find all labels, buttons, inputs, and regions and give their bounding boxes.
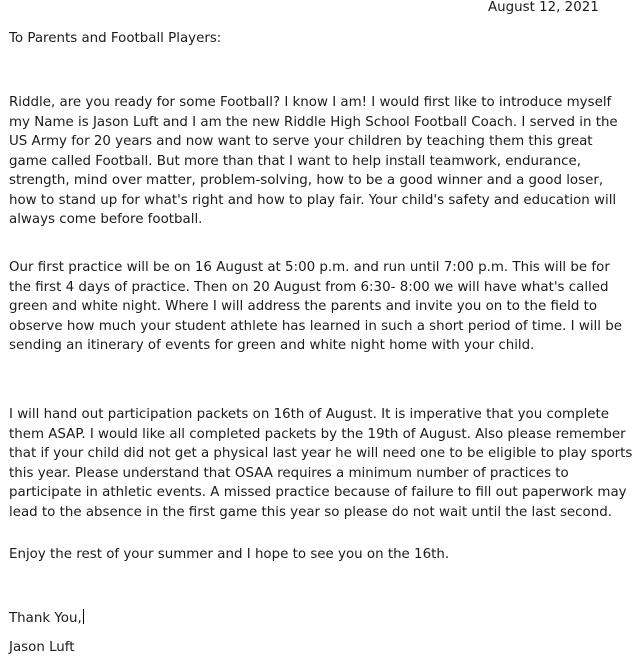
paragraph-participation-packets: I will hand out participation packets on 16th of August. It is imperative that you complete them ASAP. I would like all completed packets by the 19th of August. Also please remember that if your child did not get a physical last year he will need one to be eligible to play sports this year. Please understand that OSAA requires a minimum number of practices to participate in athletic events. A missed practice because of failure to fill out paperwork may lead to the absence in the first game this year so please do not wait until the last second.	[9, 407, 633, 520]
letter-date: August 12, 2021	[488, 0, 599, 15]
paragraph-introduction: Riddle, are you ready for some Football? I know I am! I would first like to introduce myself my Name is Jason Luft and I am the new Riddle High School Football Coach. I served in the US Army for 20 years and now want to serve your children by teaching them this great game called Football. But more than that I want to help install teamwork, endurance, strength, mind over matter, problem-solving, how to be a good winner and a good loser, how to stand up for what's right and how to play fair. Your child's safety and education will always come before football.	[9, 95, 618, 227]
letter-closing-line	[9, 609, 84, 628]
paragraph-practice-schedule: Our first practice will be on 16 August at 5:00 p.m. and run until 7:00 p.m. This will be for the first 4 days of practice. Then on 20 August from 6:30- 8:00 we will have what's called green and white night. Where I will address the parents and invite you on to the field to observe how much your student athlete has learned in such a short period of time. I will be sending an itinerary of events for green and white night home with your child.	[9, 260, 622, 353]
letter-salutation: To Parents and Football Players:	[9, 31, 222, 46]
letter-closing: Thank You,	[9, 611, 82, 626]
text-cursor	[83, 609, 84, 624]
letter-signature: Jason Luft	[9, 640, 75, 655]
paragraph-farewell: Enjoy the rest of your summer and I hope to see you on the 16th.	[9, 547, 450, 562]
